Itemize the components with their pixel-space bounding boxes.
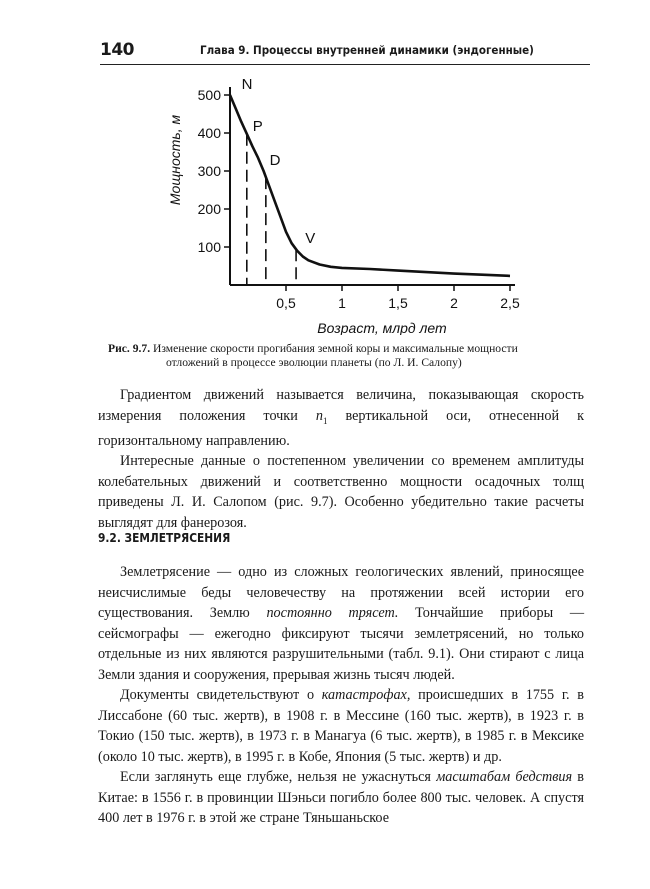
- p3-text-b: Тончайшие приборы — сейсмографы — ежегодно фиксируют тысячи землетрясений, но только отдельные из них являются разрушительными (табл. 9.1). Они стирают с лица Земли здания и сооружения, прерывая жизнь тысяч людей.: [98, 605, 585, 683]
- p4-text-b: происшедших в 1755 г. в Лиссабоне (60 тыс. жертв), в 1908 г. в Мессине (160 тыс. жертв), в 1923 г. в Токио (150 тыс. жертв), в 1973 г. в Манагуа (6 тыс. жертв), в 1985 г. в Мексике (около 10 тыс. жертв), в 1995 г. в Кобе, Япония (5 тыс. жертв) и др.: [98, 687, 584, 765]
- text-block-1: [98, 385, 584, 533]
- p3-emphasis: постоянно трясет.: [266, 605, 399, 621]
- figure-caption: [108, 342, 584, 370]
- caption-label: Рис. 9.7.: [108, 342, 151, 355]
- point-label-p: P: [252, 118, 263, 135]
- page-number: 140: [100, 40, 134, 60]
- p1-subscript: 1: [322, 415, 328, 426]
- y-tick-label: 200: [197, 201, 221, 217]
- chapter-title: Глава 9. Процессы внутренней динамики (эндогенные): [200, 43, 534, 57]
- point-label-d: D: [269, 152, 281, 169]
- p1-text-b: вертикальной оси, отнесенной к горизонтальному направлению.: [98, 407, 584, 449]
- paragraph-china: [98, 767, 584, 829]
- section-heading: 9.2. ЗЕМЛЕТРЯСЕНИЯ: [98, 530, 231, 545]
- p3-text-a: Землетрясение — одно из сложных геологических явлений, приносящее неисчислимые беды человечеству на протяжении всей истории его существования. Землю: [98, 564, 584, 621]
- point-label-v: V: [305, 230, 316, 247]
- y-axis-label: Мощность, м: [167, 114, 183, 206]
- paragraph-catastrophes: [98, 685, 584, 767]
- p5-emphasis: масштабам бедствия: [436, 769, 573, 785]
- y-tick-label: 400: [197, 125, 221, 141]
- x-tick-label: 2: [450, 295, 458, 311]
- series-line: [230, 95, 510, 276]
- text-block-2: [98, 562, 584, 829]
- p5-text-a: Если заглянуть еще глубже, нельзя не ужаснуться: [120, 769, 437, 785]
- x-tick-label: 1,5: [388, 295, 408, 311]
- paragraph-earthquake: [98, 562, 584, 685]
- p1-variable: n: [315, 407, 323, 424]
- running-header: [100, 40, 590, 65]
- paragraph-gradient: [98, 385, 584, 451]
- x-tick-label: 1: [338, 295, 346, 311]
- caption-line-1: Изменение скорости прогибания земной коры и максимальные мощности: [153, 342, 518, 355]
- figure-chart: [160, 75, 535, 335]
- x-tick-label: 2,5: [500, 295, 520, 311]
- p4-text-a: Документы свидетельствуют о: [120, 687, 322, 703]
- p4-emphasis: катастрофах,: [321, 687, 411, 703]
- paragraph-salop: Интересные данные о постепенном увеличении со временем амплитуды колебательных движений и соответственно мощности осадочных толщ приведены Л. И. Салопом (рис. 9.7). Особенно убедительно такие расчеты выглядят для фанерозоя.: [98, 453, 584, 531]
- p1-text-a: Градиентом движений называется величина, показывающая скорость измерения положения точки: [98, 387, 584, 424]
- x-axis-label: Возраст, млрд лет: [317, 320, 447, 335]
- x-tick-label: 0,5: [276, 295, 296, 311]
- y-tick-label: 100: [197, 239, 221, 255]
- y-tick-label: 300: [197, 163, 221, 179]
- caption-line-2: отложений в процессе эволюции планеты (по Л. И. Салопу): [166, 356, 462, 369]
- point-label-n: N: [241, 76, 253, 93]
- p5-text-b: в Китае: в 1556 г. в провинции Шэньси погибло более 800 тыс. человек. А спустя 400 лет в 1976 г. в этой же стране Тяньшаньское: [98, 769, 584, 826]
- y-tick-label: 500: [197, 87, 221, 103]
